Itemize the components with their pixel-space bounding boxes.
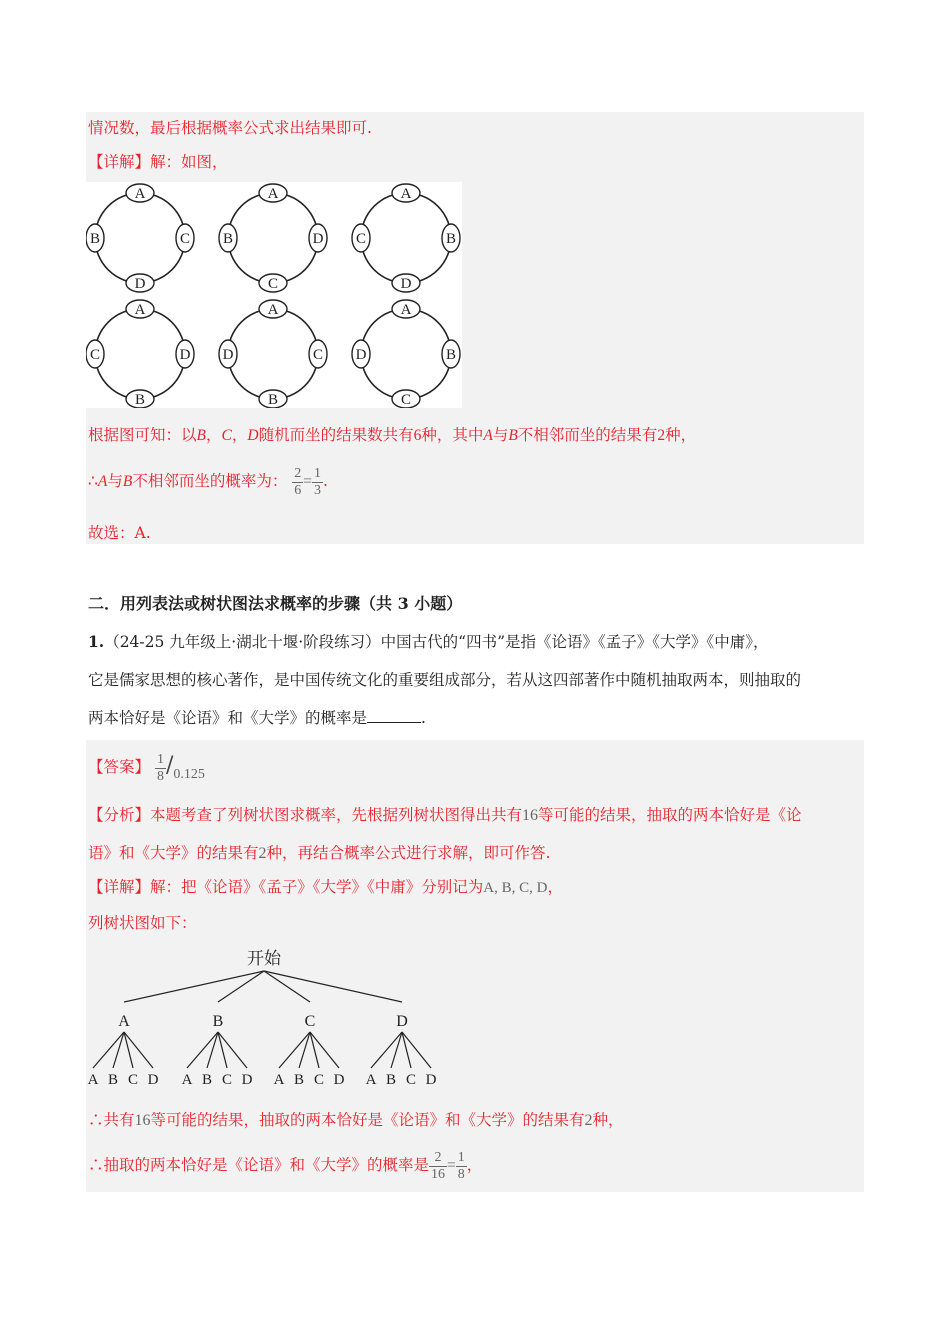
seat-label: A bbox=[400, 302, 412, 318]
tree-node-level2: A bbox=[87, 1072, 99, 1088]
tree-node-level2: B bbox=[107, 1072, 119, 1088]
seat-label: C bbox=[400, 392, 412, 408]
tree-node-level2: A bbox=[273, 1072, 285, 1088]
fraction-2-16: $\frac{2}{16}$ bbox=[431, 1149, 446, 1182]
seat-label: A bbox=[134, 302, 146, 318]
fraction-1-3: $\frac{1}{3}$ bbox=[314, 465, 322, 498]
solution-line-1: 情况数，最后根据概率公式求出结果即可. bbox=[88, 119, 372, 137]
question-1-line-3: 两本恰好是《论语》和《大学》的概率是 . bbox=[88, 709, 426, 727]
seat-label: C bbox=[355, 231, 367, 247]
tree-node-level2: C bbox=[127, 1072, 139, 1088]
tree-branch bbox=[113, 1032, 124, 1068]
question-number: 1. bbox=[88, 632, 105, 651]
tree-node-level1: A bbox=[118, 1013, 130, 1030]
conclusion-line-1: ∴共有16等可能的结果，抽取的两本恰好是《论语》和《大学》的结果有2种， bbox=[88, 1111, 624, 1129]
seat-label: D bbox=[134, 276, 146, 292]
seat-label: D bbox=[400, 276, 412, 292]
analysis-line-2: 语》和《大学》的结果有2种，再结合概率公式进行求解，即可作答. bbox=[88, 844, 551, 862]
tree-branch bbox=[207, 1032, 218, 1068]
tree-node-level1: D bbox=[396, 1013, 408, 1030]
seat-label: C bbox=[179, 231, 191, 247]
analysis-tag: 【分析】 bbox=[88, 806, 151, 824]
seat-label: C bbox=[89, 347, 101, 363]
seating-circles-figure bbox=[86, 182, 462, 408]
tree-node-level2: A bbox=[365, 1072, 377, 1088]
seat-label: D bbox=[179, 347, 191, 363]
seat-label: B bbox=[134, 392, 146, 408]
conclusion-line-2: ∴抽取的两本恰好是《论语》和《大学》的概率是 $\frac{2}{16}$ = $\frac{1}{8}$ ， bbox=[88, 1149, 483, 1182]
fraction-1-8: $\frac{1}{8}$ bbox=[457, 1149, 465, 1182]
tree-branch bbox=[187, 1032, 218, 1068]
tree-branch bbox=[279, 1032, 310, 1068]
tree-node-level2: A bbox=[181, 1072, 193, 1088]
tree-branch bbox=[264, 971, 402, 1002]
question-1-line-1: 1.（24-25 九年级上·湖北十堰·阶段练习）中国古代的“四书”是指《论语》《孟子》《大学》《中庸》， bbox=[88, 632, 769, 651]
detail-line-2: 【详解】解：把《论语》《孟子》《大学》《中庸》分别记为A, B, C, D， bbox=[88, 878, 563, 896]
tree-node-level1: B bbox=[212, 1013, 224, 1030]
analysis-line-1: 【分析】本题考查了列树状图求概率，先根据列树状图得出共有16等可能的结果，抽取的两本恰好是《论 bbox=[88, 806, 802, 824]
seat-label: D bbox=[222, 347, 234, 363]
seat-label: B bbox=[445, 347, 457, 363]
detail-tag: 【详解】 bbox=[88, 153, 151, 171]
tree-node-level2: D bbox=[147, 1072, 159, 1088]
probability-line: ∴A与B不相邻而坐的概率为： $\frac{2}{6}$ = $\frac{1}{3}$ . bbox=[88, 465, 328, 498]
detail-text: 解：如图， bbox=[150, 153, 228, 171]
tree-node-level1: C bbox=[304, 1013, 316, 1030]
tree-node-level2: D bbox=[333, 1072, 345, 1088]
seat-label: D bbox=[355, 347, 367, 363]
choice-line: 故选：A. bbox=[88, 524, 151, 542]
tree-node-level2: C bbox=[405, 1072, 417, 1088]
tree-node-level2: B bbox=[201, 1072, 213, 1088]
fraction-2-6: $\frac{2}{6}$ bbox=[294, 465, 302, 498]
answer-line: 【答案】 $\frac{1}{8}$ /0.125 bbox=[88, 751, 205, 784]
tree-branch bbox=[299, 1032, 310, 1068]
seat-label: A bbox=[400, 186, 412, 202]
tree-intro: 列树状图如下： bbox=[88, 914, 197, 932]
section-heading: 二．用列表法或树状图法求概率的步骤（共 3 小题） bbox=[88, 594, 463, 613]
seat-label: B bbox=[445, 231, 457, 247]
answer-tag: 【答案】 bbox=[88, 758, 151, 776]
seat-label: A bbox=[267, 302, 279, 318]
seat-label: B bbox=[267, 392, 279, 408]
question-1-line-2: 它是儒家思想的核心著作，是中国传统文化的重要组成部分，若从这四部著作中随机抽取两本，则抽取的 bbox=[88, 671, 802, 689]
tree-branch bbox=[93, 1032, 124, 1068]
seat-label: A bbox=[134, 186, 146, 202]
seat-label: C bbox=[312, 347, 324, 363]
tree-node-level2: C bbox=[313, 1072, 325, 1088]
seat-label: B bbox=[222, 231, 234, 247]
answer-fraction: $\frac{1}{8}$ bbox=[156, 751, 164, 784]
answer-blank bbox=[367, 708, 421, 723]
tree-node-level2: B bbox=[385, 1072, 397, 1088]
tree-branch bbox=[371, 1032, 402, 1068]
tree-node-level2: D bbox=[425, 1072, 437, 1088]
tree-node-level2: C bbox=[221, 1072, 233, 1088]
seat-label: B bbox=[89, 231, 101, 247]
tree-branch bbox=[391, 1032, 402, 1068]
tree-node-level2: B bbox=[293, 1072, 305, 1088]
tree-branch bbox=[124, 971, 264, 1002]
detail-line-1 bbox=[88, 152, 228, 172]
detail-tag-2: 【详解】 bbox=[88, 878, 151, 896]
tree-root: 开始 bbox=[247, 949, 281, 968]
probability-tree bbox=[86, 944, 456, 1094]
seat-label: A bbox=[267, 186, 279, 202]
from-figure-line: 根据图可知：以B，C，D随机而坐的结果数共有6种，其中A与B不相邻而坐的结果有2种， bbox=[88, 426, 697, 444]
seat-label: D bbox=[312, 231, 324, 247]
tree-node-level2: D bbox=[241, 1072, 253, 1088]
seat-label: C bbox=[267, 276, 279, 292]
